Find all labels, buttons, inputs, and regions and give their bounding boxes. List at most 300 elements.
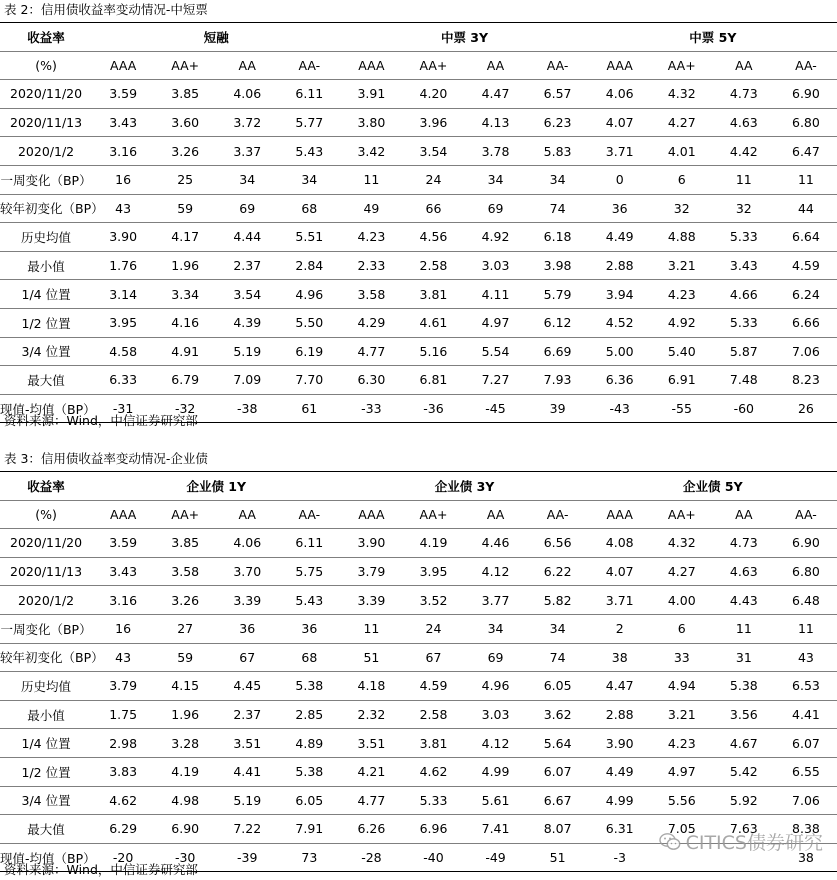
table-row — [0, 165, 837, 194]
table-cell: 11 — [713, 614, 775, 643]
table-cell: 6.12 — [527, 308, 589, 337]
table-cell: -33 — [340, 394, 402, 423]
rating-header: AAA — [589, 51, 651, 80]
table-cell: 3.98 — [527, 251, 589, 280]
table-cell: 2.88 — [589, 700, 651, 729]
table3-rating-header — [0, 500, 837, 529]
row-label: 2020/11/20 — [0, 80, 92, 109]
table-cell: -3 — [589, 843, 651, 872]
table-cell: -60 — [713, 394, 775, 423]
table-cell: 5.33 — [713, 223, 775, 252]
table-cell: 6.22 — [527, 557, 589, 586]
table-cell: 5.19 — [216, 786, 278, 815]
table-cell: 4.98 — [154, 786, 216, 815]
group-header: 企业债 1Y — [92, 472, 340, 501]
row-label: 2020/11/13 — [0, 108, 92, 137]
table-row — [0, 586, 837, 615]
rating-header: AA+ — [651, 500, 713, 529]
row-label: 较年初变化（BP） — [0, 643, 92, 672]
table-cell: 4.01 — [651, 137, 713, 166]
table-cell: 6.18 — [527, 223, 589, 252]
table-cell: 3.71 — [589, 586, 651, 615]
table-row — [0, 280, 837, 309]
rating-header: AA — [464, 51, 526, 80]
table-cell: 4.07 — [589, 108, 651, 137]
table-cell: 3.37 — [216, 137, 278, 166]
table-cell: 4.11 — [464, 280, 526, 309]
table-cell: 4.67 — [713, 729, 775, 758]
table-cell: 5.42 — [713, 757, 775, 786]
table-cell: 59 — [154, 643, 216, 672]
table-cell: 3.91 — [340, 80, 402, 109]
table-cell: 44 — [775, 194, 837, 223]
table-cell: 6.64 — [775, 223, 837, 252]
table-cell: 3.62 — [527, 700, 589, 729]
table-cell: 8.23 — [775, 366, 837, 395]
rating-header: AA- — [278, 51, 340, 80]
table-cell: 6.80 — [775, 557, 837, 586]
table-cell: 4.73 — [713, 529, 775, 558]
table-cell: 6.07 — [527, 757, 589, 786]
table-cell: 5.43 — [278, 137, 340, 166]
table-cell: 3.79 — [340, 557, 402, 586]
rating-header: AA+ — [402, 51, 464, 80]
table-cell: -28 — [340, 843, 402, 872]
table-row — [0, 614, 837, 643]
table-cell: 7.93 — [527, 366, 589, 395]
table-cell: -39 — [216, 843, 278, 872]
table-cell: 3.26 — [154, 137, 216, 166]
table-cell: 34 — [216, 165, 278, 194]
table-cell: 38 — [589, 643, 651, 672]
table-cell: 36 — [589, 194, 651, 223]
table-cell: 4.07 — [589, 557, 651, 586]
table-cell: 11 — [775, 165, 837, 194]
table-cell: 8.07 — [527, 815, 589, 844]
table-cell: 6.57 — [527, 80, 589, 109]
table-cell: 6 — [651, 165, 713, 194]
table-cell: 34 — [464, 165, 526, 194]
table-cell: 6.69 — [527, 337, 589, 366]
table-cell: 4.45 — [216, 672, 278, 701]
table-cell: 2.37 — [216, 700, 278, 729]
table-cell: 3.90 — [92, 223, 154, 252]
table-cell: 2 — [589, 614, 651, 643]
table-cell: 3.56 — [713, 700, 775, 729]
table-cell: 6.30 — [340, 366, 402, 395]
table-cell: 4.06 — [216, 529, 278, 558]
table-cell: 4.12 — [465, 557, 527, 586]
table-row — [0, 757, 837, 786]
table-cell: 6.05 — [527, 672, 589, 701]
table-row — [0, 700, 837, 729]
row-label: 最小值 — [0, 700, 92, 729]
table-cell: 2.84 — [278, 251, 340, 280]
table-cell: 4.06 — [589, 80, 651, 109]
table-cell: 34 — [527, 614, 589, 643]
table-cell: 3.39 — [340, 586, 402, 615]
table-cell: 24 — [402, 165, 464, 194]
table-cell: -30 — [154, 843, 216, 872]
table-cell: 2.85 — [278, 700, 340, 729]
table-cell: 51 — [340, 643, 402, 672]
table-cell: 4.18 — [340, 672, 402, 701]
table-cell: 43 — [92, 194, 154, 223]
table-cell: 3.85 — [154, 80, 216, 109]
row-label: 历史均值 — [0, 223, 92, 252]
table-cell: 5.54 — [464, 337, 526, 366]
table-cell: 4.29 — [340, 308, 402, 337]
table-cell: 3.71 — [589, 137, 651, 166]
table-cell: 3.51 — [340, 729, 402, 758]
table-cell: 3.43 — [92, 108, 154, 137]
table-row — [0, 223, 837, 252]
table-cell: 11 — [713, 165, 775, 194]
table-cell: 6.80 — [775, 108, 837, 137]
table-cell: 7.41 — [465, 815, 527, 844]
group-header: 企业债 3Y — [340, 472, 588, 501]
table3 — [0, 471, 837, 872]
table-cell: 6.91 — [651, 366, 713, 395]
table-cell: 3.81 — [402, 280, 464, 309]
table-cell: 6.81 — [402, 366, 464, 395]
table-cell: 5.33 — [713, 308, 775, 337]
table-cell: 5.00 — [589, 337, 651, 366]
table-cell: -40 — [402, 843, 464, 872]
table-cell: 4.13 — [464, 108, 526, 137]
table-cell: 6.66 — [775, 308, 837, 337]
rating-header: AA+ — [402, 500, 464, 529]
table-cell: 6.23 — [527, 108, 589, 137]
table-cell: 11 — [340, 165, 402, 194]
table-cell: -49 — [465, 843, 527, 872]
row-label: 1/2 位置 — [0, 308, 92, 337]
table-cell: 4.27 — [651, 108, 713, 137]
table-cell: 3.03 — [465, 700, 527, 729]
table-cell: 61 — [278, 394, 340, 423]
table-cell: 69 — [216, 194, 278, 223]
table-cell: 4.23 — [651, 729, 713, 758]
table-cell: 4.12 — [465, 729, 527, 758]
table-cell: 4.77 — [340, 786, 402, 815]
table-cell: 4.97 — [651, 757, 713, 786]
table-cell: 39 — [527, 394, 589, 423]
table-cell: 16 — [92, 614, 154, 643]
group-header: 企业债 5Y — [589, 472, 837, 501]
table-cell: 4.59 — [402, 672, 464, 701]
table-cell: 1.75 — [92, 700, 154, 729]
table-cell: 34 — [278, 165, 340, 194]
table-cell: 6.96 — [402, 815, 464, 844]
table-cell: 6.48 — [775, 586, 837, 615]
watermark — [659, 828, 823, 855]
table-cell: 5.43 — [278, 586, 340, 615]
table-row — [0, 643, 837, 672]
table-cell: 68 — [278, 643, 340, 672]
table-cell: 38 — [775, 843, 837, 872]
table-cell: 5.51 — [278, 223, 340, 252]
table-cell: 6.07 — [775, 729, 837, 758]
table-cell: 4.96 — [465, 672, 527, 701]
table-cell: -32 — [154, 394, 216, 423]
table-cell: 0 — [589, 165, 651, 194]
table-cell: 4.43 — [713, 586, 775, 615]
table-cell: 6.90 — [775, 529, 837, 558]
table-cell: 3.52 — [402, 586, 464, 615]
table-cell: 5.38 — [278, 672, 340, 701]
table-cell: 3.79 — [92, 672, 154, 701]
table-cell: 3.94 — [589, 280, 651, 309]
rating-header: AAA — [340, 51, 402, 80]
table-cell: 3.26 — [154, 586, 216, 615]
table-cell: 4.97 — [464, 308, 526, 337]
table2-source: 资料来源：Wind，中信证券研究部 — [4, 413, 198, 428]
row-label: 1/4 位置 — [0, 729, 92, 758]
table-cell: 4.21 — [340, 757, 402, 786]
table-cell: 7.27 — [464, 366, 526, 395]
table-cell: 68 — [278, 194, 340, 223]
table-cell: 5.82 — [527, 586, 589, 615]
table-cell: -45 — [464, 394, 526, 423]
rating-header: AA- — [527, 51, 589, 80]
row-label: 较年初变化（BP） — [0, 194, 92, 223]
table-cell: 3.90 — [589, 729, 651, 758]
row-label: 1/4 位置 — [0, 280, 92, 309]
table-cell: -43 — [589, 394, 651, 423]
table-cell: 4.73 — [713, 80, 775, 109]
table-cell: 4.59 — [775, 251, 837, 280]
table-cell: 73 — [278, 843, 340, 872]
table-row — [0, 786, 837, 815]
table-cell: 3.03 — [464, 251, 526, 280]
table-cell: 4.19 — [402, 529, 464, 558]
table-cell: 7.05 — [651, 815, 713, 844]
table-row — [0, 308, 837, 337]
table-cell: 4.61 — [402, 308, 464, 337]
table-cell: 33 — [651, 643, 713, 672]
table-cell: 5.16 — [402, 337, 464, 366]
table-cell: 4.66 — [713, 280, 775, 309]
table-cell: -31 — [92, 394, 154, 423]
rating-header: AA+ — [651, 51, 713, 80]
table2-rating-header — [0, 51, 837, 80]
table-cell: 3.58 — [340, 280, 402, 309]
table-cell: 4.32 — [651, 80, 713, 109]
table-cell: 4.49 — [589, 757, 651, 786]
table-cell: 6.53 — [775, 672, 837, 701]
table-cell: 3.58 — [154, 557, 216, 586]
table-cell: 4.63 — [713, 108, 775, 137]
table-cell: 6 — [651, 614, 713, 643]
table-cell: 3.83 — [92, 757, 154, 786]
table-cell: 1.96 — [154, 251, 216, 280]
table-cell: 25 — [154, 165, 216, 194]
unit-label: (%) — [0, 51, 92, 80]
table-cell: 6.29 — [92, 815, 154, 844]
rating-header: AA — [713, 500, 775, 529]
table-cell: 3.21 — [651, 251, 713, 280]
table-cell: 4.91 — [154, 337, 216, 366]
row-label: 现值-均值（BP） — [0, 843, 92, 872]
table-cell: 59 — [154, 194, 216, 223]
table-cell: 4.23 — [651, 280, 713, 309]
table-cell: 7.63 — [713, 815, 775, 844]
table-cell: 4.20 — [402, 80, 464, 109]
rating-header: AAA — [92, 500, 154, 529]
row-label: 2020/11/20 — [0, 529, 92, 558]
row-label: 3/4 位置 — [0, 786, 92, 815]
table-cell: 3.43 — [92, 557, 154, 586]
table-cell: 3.54 — [402, 137, 464, 166]
table-cell: 5.61 — [465, 786, 527, 815]
table-cell: 3.80 — [340, 108, 402, 137]
table-cell: 3.43 — [713, 251, 775, 280]
table-cell: 3.81 — [402, 729, 464, 758]
table2-title: 表 2：信用债收益率变动情况-中短票 — [4, 2, 208, 17]
table-cell: 4.08 — [589, 529, 651, 558]
table-cell: 3.85 — [154, 529, 216, 558]
table-cell: 3.78 — [464, 137, 526, 166]
table-cell: 4.99 — [589, 786, 651, 815]
table-cell: 4.92 — [464, 223, 526, 252]
table-cell: 67 — [402, 643, 464, 672]
table3-title: 表 3：信用债收益率变动情况-企业债 — [4, 451, 208, 466]
table-cell: 3.14 — [92, 280, 154, 309]
row-label: 1/2 位置 — [0, 757, 92, 786]
table-cell: 66 — [402, 194, 464, 223]
row-label: 一周变化（BP） — [0, 614, 92, 643]
table-cell: 8.38 — [775, 815, 837, 844]
table-cell: -20 — [92, 843, 154, 872]
rating-header: AA+ — [154, 51, 216, 80]
group-header: 短融 — [92, 23, 340, 52]
table-cell: 4.47 — [464, 80, 526, 109]
table-cell: 3.16 — [92, 137, 154, 166]
table-cell: 3.21 — [651, 700, 713, 729]
table-cell: 5.38 — [713, 672, 775, 701]
table-cell: 74 — [527, 643, 589, 672]
table-cell: 4.49 — [589, 223, 651, 252]
table-cell: 4.52 — [589, 308, 651, 337]
table-cell: 3.16 — [92, 586, 154, 615]
table-cell: 3.59 — [92, 529, 154, 558]
table-cell: 3.70 — [216, 557, 278, 586]
table-cell: 4.88 — [651, 223, 713, 252]
table-cell: 4.89 — [278, 729, 340, 758]
table-cell: 16 — [92, 165, 154, 194]
rating-header: AAA — [92, 51, 154, 80]
unit-label: (%) — [0, 500, 92, 529]
table-cell: 7.22 — [216, 815, 278, 844]
table-cell: 4.00 — [651, 586, 713, 615]
table-cell: 3.54 — [216, 280, 278, 309]
table2-group-header — [0, 23, 837, 52]
table-cell: 6.11 — [278, 80, 340, 109]
group-header: 中票 5Y — [589, 23, 837, 52]
table-cell: 4.96 — [278, 280, 340, 309]
table-cell: 2.98 — [92, 729, 154, 758]
table-cell: 6.19 — [278, 337, 340, 366]
table-cell: 3.39 — [216, 586, 278, 615]
table-cell: 3.59 — [92, 80, 154, 109]
table-cell: 5.64 — [527, 729, 589, 758]
table-cell: 2.33 — [340, 251, 402, 280]
table-cell: 2.37 — [216, 251, 278, 280]
rating-header: AAA — [589, 500, 651, 529]
rating-header: AA — [216, 51, 278, 80]
table-row — [0, 337, 837, 366]
table-cell: 6.67 — [527, 786, 589, 815]
table-cell: 6.79 — [154, 366, 216, 395]
table-cell: 4.92 — [651, 308, 713, 337]
row-header-label: 收益率 — [0, 472, 92, 501]
table-cell: 4.56 — [402, 223, 464, 252]
table-cell: 26 — [775, 394, 837, 423]
table-cell: 2.32 — [340, 700, 402, 729]
row-label: 3/4 位置 — [0, 337, 92, 366]
table-cell: 3.72 — [216, 108, 278, 137]
table-row — [0, 108, 837, 137]
row-label: 现值-均值（BP） — [0, 394, 92, 423]
table-cell: 4.41 — [216, 757, 278, 786]
table2 — [0, 22, 837, 423]
table-cell: 69 — [465, 643, 527, 672]
row-label: 最小值 — [0, 251, 92, 280]
table-cell: 3.34 — [154, 280, 216, 309]
table-cell: 69 — [464, 194, 526, 223]
table-cell: 5.87 — [713, 337, 775, 366]
row-label: 历史均值 — [0, 672, 92, 701]
table-cell: 43 — [92, 643, 154, 672]
table-cell: 4.63 — [713, 557, 775, 586]
row-label: 2020/11/13 — [0, 557, 92, 586]
row-label: 一周变化（BP） — [0, 165, 92, 194]
table-cell: 7.70 — [278, 366, 340, 395]
table-cell: 6.56 — [527, 529, 589, 558]
rating-header: AAA — [340, 500, 402, 529]
table-cell: 4.44 — [216, 223, 278, 252]
row-header-label: 收益率 — [0, 23, 92, 52]
table-row — [0, 80, 837, 109]
table-cell: 3.42 — [340, 137, 402, 166]
table-cell: 5.83 — [527, 137, 589, 166]
table-cell: 4.41 — [775, 700, 837, 729]
row-label: 最大值 — [0, 366, 92, 395]
table-cell: 6.55 — [775, 757, 837, 786]
table-cell: 4.42 — [713, 137, 775, 166]
table-cell: 6.90 — [775, 80, 837, 109]
table-cell: 6.31 — [589, 815, 651, 844]
table-cell: 2.58 — [402, 251, 464, 280]
table-cell: 4.32 — [651, 529, 713, 558]
table-cell: 5.19 — [216, 337, 278, 366]
table-cell: 1.96 — [154, 700, 216, 729]
table-cell: 3.60 — [154, 108, 216, 137]
table-cell: 7.06 — [775, 337, 837, 366]
table-cell: 3.90 — [340, 529, 402, 558]
table-cell: 32 — [651, 194, 713, 223]
table-cell: 34 — [465, 614, 527, 643]
table-row — [0, 194, 837, 223]
rating-header: AA+ — [154, 500, 216, 529]
rating-header: AA- — [775, 500, 837, 529]
table-cell: 11 — [340, 614, 402, 643]
table-cell: 3.51 — [216, 729, 278, 758]
table-cell: 4.27 — [651, 557, 713, 586]
table-cell: 31 — [713, 643, 775, 672]
table-cell: 6.33 — [92, 366, 154, 395]
table-cell: 7.09 — [216, 366, 278, 395]
